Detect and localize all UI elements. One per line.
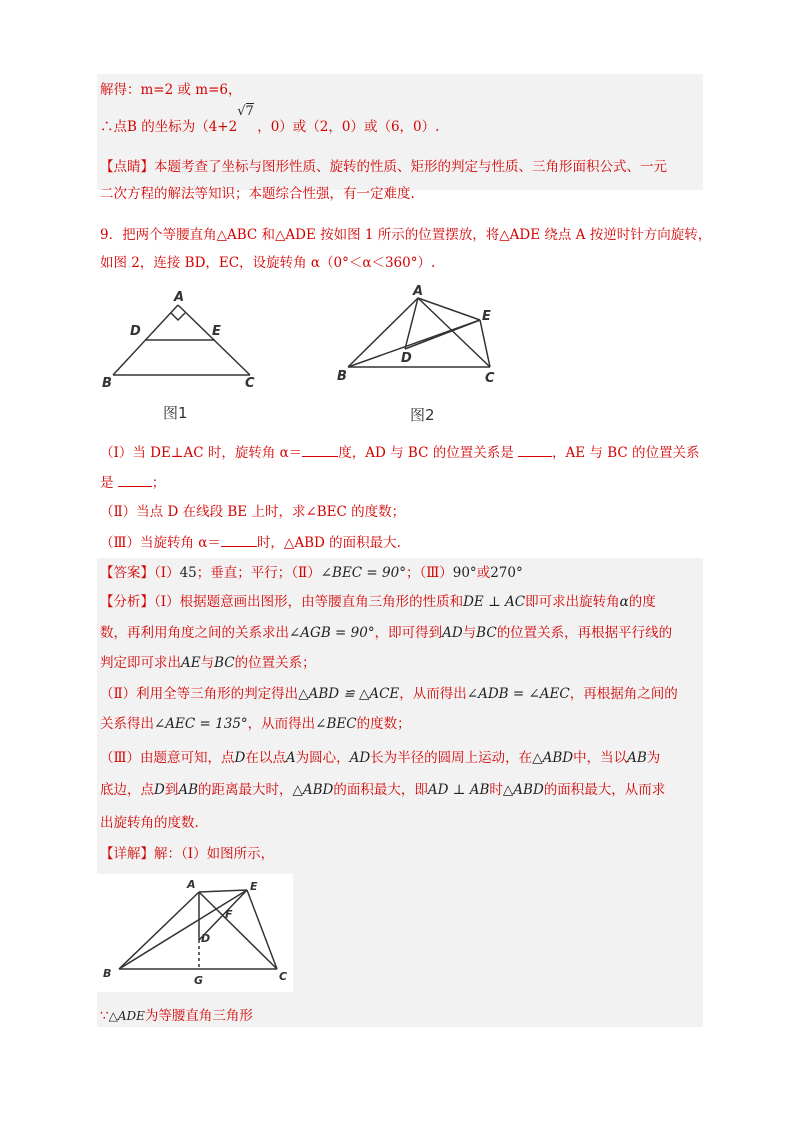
detail-label-g: G [194,974,204,987]
analysis-line-2: 数，再利用角度之间的关系求出∠AGB = 90°，即可得到AD与BC的位置关系，再根据平行线的 [100,625,673,641]
detail-label-a: A [187,878,196,891]
fig2-label-b: B [337,369,347,384]
detail-figure [97,874,293,992]
blank-ae-bc [118,472,152,487]
blank-ad-bc [518,442,552,457]
fig1-label-b: B [102,376,112,391]
fig1-label-e: E [212,324,221,339]
question-3: （Ⅲ）当旋转角 α＝ 时，△ABD 的面积最大. [100,532,401,553]
dianjing-line-1: 【点睛】本题考查了坐标与图形性质、旋转的性质、矩形的判定与性质、三角形面积公式、一元 [100,159,667,175]
problem-line-2: 如图 2，连接 BD，EC，设旋转角 α（0°＜α＜360°）. [100,255,436,271]
problem-line-1: 9．把两个等腰直角△ABC 和△ADE 按如图 1 所示的位置摆放，将△ADE 绕点 A 按逆时针方向旋转， [100,227,712,243]
figure-2 [330,282,510,432]
question-2: （Ⅱ）当点 D 在线段 BE 上时，求∠BEC 的度数； [100,504,406,520]
fig2-label-d: D [401,351,412,366]
fig2-label-c: C [485,371,495,386]
detail-label-f: F [225,908,233,921]
detail-line-2: ∵△ADE为等腰直角三角形 [100,1008,253,1024]
detail-label-d: D [201,932,211,945]
fig1-label-d: D [130,324,141,339]
fig1-label-a: A [174,290,185,305]
question-1-line-2: 是 ； [100,472,165,493]
blank-alpha [221,532,257,547]
analysis-line-4: （Ⅱ）利用全等三角形的判定得出△ABD ≌ △ACE，从而得出∠ADB = ∠AEC，再根据角之间的 [100,686,678,702]
answer-line: 【答案】（Ⅰ）45；垂直；平行；（Ⅱ）∠BEC = 90°；（Ⅲ）90°或270° [100,565,523,581]
fig2-label-a: A [413,284,424,299]
fig2-label-e: E [482,309,491,324]
detail-label-c: C [279,970,288,983]
blank-angle [302,442,338,457]
analysis-line-8: 出旋转角的度数. [100,815,199,831]
figure-1 [95,285,275,435]
detail-line-1: 【详解】解：（Ⅰ）如图所示， [100,846,275,862]
detail-label-b: B [103,967,112,980]
detail-label-e: E [250,880,258,893]
fig2-caption: 图2 [410,406,435,424]
analysis-line-5: 关系得出∠AEC = 135°，从而得出∠BEC的度数； [100,716,411,732]
dianjing-line-2: 二次方程的解法等知识；本题综合性强，有一定难度. [100,186,415,202]
analysis-line-7: 底边，点D到AB的距离最大时，△ABD的面积最大，即AD ⊥ AB时△ABD的面积最大，从而求 [100,782,666,798]
analysis-line-1: 【分析】（Ⅰ）根据题意画出图形，由等腰直角三角形的性质和DE ⊥ AC即可求出旋转角α的度 [100,594,656,610]
solve-line: 解得：m=2 或 m=6， [100,82,242,98]
analysis-line-6: （Ⅲ）由题意可知，点D在以点A为圆心，AD长为半径的圆周上运动，在△ABD中，当以AB为 [100,750,661,766]
question-1-line-1: （Ⅰ）当 DE⊥AC 时，旋转角 α＝ 度，AD 与 BC 的位置关系是 ，AE 与 BC 的位置关系 [100,442,700,463]
analysis-line-3: 判定即可求出AE与BC的位置关系； [100,655,316,671]
fig1-label-c: C [245,376,255,391]
fig1-caption: 图1 [163,404,188,422]
coord-line: ∴点B 的坐标为（4+2 √7 ，0）或（2，0）或（6，0）. [100,104,440,135]
